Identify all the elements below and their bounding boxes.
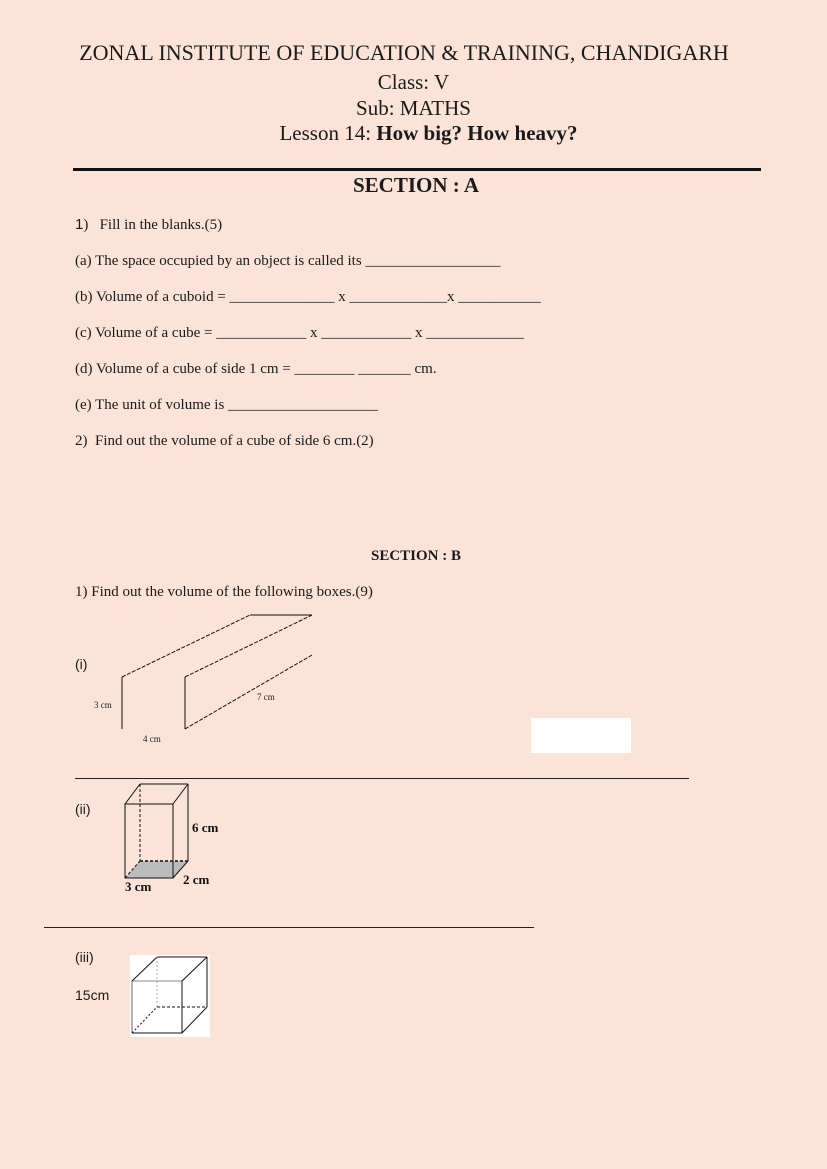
lesson-title: How big? How heavy? (376, 121, 578, 145)
class-label: Class: V (377, 70, 450, 94)
question-text: ) Fill in the blanks.(5) (83, 217, 223, 233)
blank-item-a: (a) The space occupied by an object is called its __________________ (75, 253, 501, 269)
question-1-fill-blanks (75, 216, 222, 234)
section-b-title: SECTION : B (370, 548, 462, 564)
figure-ii-height-label: 6 cm (192, 820, 219, 835)
blank-answer-box (531, 718, 631, 753)
figure-ii-width-label: 3 cm (125, 879, 152, 894)
blank-item-d: (d) Volume of a cube of side 1 cm = ________ _______ cm. (75, 361, 437, 377)
figure-i-length-label: 7 cm (257, 692, 275, 702)
question-2: 2) Find out the volume of a cube of side 6 cm.(2) (75, 433, 374, 449)
figure-iii-cube-diagram (130, 955, 210, 1037)
section-a-title: SECTION : A (352, 173, 480, 197)
answer-line-1 (75, 778, 689, 779)
figure-iii-side-label: 15cm (75, 987, 110, 1003)
lesson-heading (0, 121, 827, 146)
figure-i-cuboid-diagram (85, 605, 325, 750)
institute-name: ZONAL INSTITUTE OF EDUCATION & TRAINING, CHANDIGARH (79, 40, 729, 65)
blank-item-e: (e) The unit of volume is ____________________ (75, 397, 379, 413)
figure-ii-cuboid-diagram (115, 780, 240, 895)
figure-iii-label: (iii) (75, 949, 94, 965)
question-number: 1 (75, 216, 84, 233)
subject-label: Sub: MATHS (356, 96, 471, 120)
blank-item-c: (c) Volume of a cube = ____________ x ____________ x _____________ (75, 325, 524, 341)
figure-ii-label: (ii) (75, 801, 91, 817)
answer-line-2 (44, 927, 534, 928)
section-b-question-1: 1) Find out the volume of the following boxes.(9) (75, 584, 373, 600)
figure-ii-depth-label: 2 cm (183, 872, 210, 887)
blank-item-b: (b) Volume of a cuboid = ______________ x _____________x ___________ (75, 289, 541, 305)
figure-i-label: (i) (75, 656, 88, 672)
figure-i-height-label: 3 cm (94, 700, 112, 710)
header-divider (73, 168, 761, 171)
lesson-prefix: Lesson 14: (279, 121, 377, 145)
figure-i-width-label: 4 cm (143, 734, 161, 744)
